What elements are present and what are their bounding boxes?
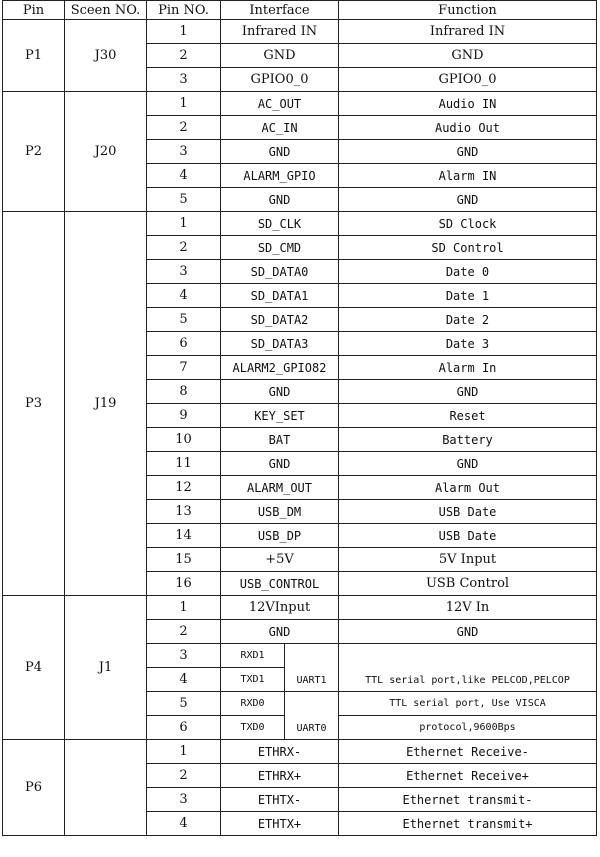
function-cell: GND <box>339 452 597 476</box>
function-cell: USB Control <box>339 572 597 596</box>
interface-cell: BAT <box>221 428 339 452</box>
pin-no: 5 <box>147 692 221 716</box>
function-cell: 5V Input <box>339 548 597 572</box>
group-pin: P6 <box>3 740 65 836</box>
pin-no: 3 <box>147 140 221 164</box>
header-row <box>3 1 597 20</box>
interface-cell: SD_CLK <box>221 212 339 236</box>
pin-no: 16 <box>147 572 221 596</box>
pin-no: 2 <box>147 620 221 644</box>
function-cell: Alarm Out <box>339 476 597 500</box>
pin-no: 6 <box>147 332 221 356</box>
group-screen: J20 <box>65 92 147 212</box>
group-screen: J19 <box>65 212 147 596</box>
group-screen <box>65 740 147 836</box>
signal-cell: TXD0 <box>221 716 285 740</box>
interface-cell: KEY_SET <box>221 404 339 428</box>
function-cell: Reset <box>339 404 597 428</box>
interface-cell: ETHRX+ <box>221 764 339 788</box>
interface-cell: ETHTX- <box>221 788 339 812</box>
function-cell: GND <box>339 380 597 404</box>
interface-cell: GND <box>221 44 339 68</box>
pin-no: 1 <box>147 20 221 44</box>
interface-cell: ETHRX- <box>221 740 339 764</box>
pin-no: 3 <box>147 68 221 92</box>
function-cell: Battery <box>339 428 597 452</box>
pin-no: 11 <box>147 452 221 476</box>
pin-no: 7 <box>147 356 221 380</box>
function-cell: Date 2 <box>339 308 597 332</box>
pin-no: 6 <box>147 716 221 740</box>
table-row <box>3 740 597 764</box>
pin-no: 3 <box>147 788 221 812</box>
interface-cell: AC_OUT <box>221 92 339 116</box>
pin-no: 2 <box>147 44 221 68</box>
uart1-function: TTL serial port,like PELCOD,PELCOP <box>339 644 597 692</box>
interface-cell: GND <box>221 380 339 404</box>
function-cell: Date 1 <box>339 284 597 308</box>
pin-no: 4 <box>147 668 221 692</box>
pin-no: 5 <box>147 188 221 212</box>
interface-cell: SD_CMD <box>221 236 339 260</box>
pin-no: 1 <box>147 596 221 620</box>
pin-no: 8 <box>147 380 221 404</box>
pin-no: 2 <box>147 116 221 140</box>
pin-table <box>2 0 597 836</box>
pin-no: 12 <box>147 476 221 500</box>
signal-cell: TXD1 <box>221 668 285 692</box>
group-pin: P2 <box>3 92 65 212</box>
interface-cell: ALARM2_GPIO82 <box>221 356 339 380</box>
function-cell: Ethernet transmit+ <box>339 812 597 836</box>
table-row <box>3 92 597 116</box>
interface-cell: +5V <box>221 548 339 572</box>
pin-no: 5 <box>147 308 221 332</box>
header-pin-no: Pin NO. <box>147 1 221 20</box>
table-row <box>3 212 597 236</box>
signal-cell: RXD1 <box>221 644 285 668</box>
group-screen: J1 <box>65 596 147 740</box>
function-cell: 12V In <box>339 596 597 620</box>
pin-no: 2 <box>147 764 221 788</box>
function-cell: SD Control <box>339 236 597 260</box>
pin-no: 1 <box>147 212 221 236</box>
interface-cell: USB_CONTROL <box>221 572 339 596</box>
interface-cell: GND <box>221 140 339 164</box>
function-cell: Infrared IN <box>339 20 597 44</box>
interface-cell: USB_DM <box>221 500 339 524</box>
interface-cell: 12VInput <box>221 596 339 620</box>
function-cell: GND <box>339 140 597 164</box>
uart0-label: UART0 <box>285 692 339 740</box>
pin-no: 4 <box>147 164 221 188</box>
function-cell: Alarm In <box>339 356 597 380</box>
function-cell: USB Date <box>339 500 597 524</box>
header-interface: Interface <box>221 1 339 20</box>
table-row <box>3 596 597 620</box>
interface-cell: GND <box>221 452 339 476</box>
function-cell: Ethernet transmit- <box>339 788 597 812</box>
interface-cell: SD_DATA1 <box>221 284 339 308</box>
interface-cell: AC_IN <box>221 116 339 140</box>
group-screen: J30 <box>65 20 147 92</box>
function-cell: Ethernet Receive- <box>339 740 597 764</box>
interface-cell: USB_DP <box>221 524 339 548</box>
header-function: Function <box>339 1 597 20</box>
pin-no: 1 <box>147 92 221 116</box>
function-cell: GND <box>339 620 597 644</box>
pin-no: 9 <box>147 404 221 428</box>
function-cell: SD Clock <box>339 212 597 236</box>
interface-cell: GND <box>221 188 339 212</box>
interface-cell: SD_DATA3 <box>221 332 339 356</box>
function-cell: Date 3 <box>339 332 597 356</box>
interface-cell: SD_DATA2 <box>221 308 339 332</box>
interface-cell: ALARM_GPIO <box>221 164 339 188</box>
interface-cell: SD_DATA0 <box>221 260 339 284</box>
header-screen-no: Sceen NO. <box>65 1 147 20</box>
function-cell: USB Date <box>339 524 597 548</box>
group-pin: P4 <box>3 596 65 740</box>
uart0-function-line2: protocol,9600Bps <box>339 716 597 740</box>
function-cell: Audio Out <box>339 116 597 140</box>
interface-cell: GND <box>221 620 339 644</box>
header-pin: Pin <box>3 1 65 20</box>
interface-cell: ALARM_OUT <box>221 476 339 500</box>
function-cell: GND <box>339 44 597 68</box>
signal-cell: RXD0 <box>221 692 285 716</box>
pin-no: 3 <box>147 260 221 284</box>
function-cell: Audio IN <box>339 92 597 116</box>
pin-no: 3 <box>147 644 221 668</box>
pin-no: 15 <box>147 548 221 572</box>
function-cell: Date 0 <box>339 260 597 284</box>
group-pin: P3 <box>3 212 65 596</box>
group-pin: P1 <box>3 20 65 92</box>
interface-cell: ETHTX+ <box>221 812 339 836</box>
pin-no: 1 <box>147 740 221 764</box>
pin-no: 4 <box>147 812 221 836</box>
uart0-function-line1: TTL serial port, Use VISCA <box>339 692 597 716</box>
pin-no: 13 <box>147 500 221 524</box>
function-cell: Alarm IN <box>339 164 597 188</box>
pin-no: 10 <box>147 428 221 452</box>
function-cell: GPIO0_0 <box>339 68 597 92</box>
interface-cell: GPIO0_0 <box>221 68 339 92</box>
function-cell: GND <box>339 188 597 212</box>
interface-cell: Infrared IN <box>221 20 339 44</box>
function-cell: Ethernet Receive+ <box>339 764 597 788</box>
pin-no: 14 <box>147 524 221 548</box>
table-row <box>3 20 597 44</box>
pin-no: 4 <box>147 284 221 308</box>
pin-no: 2 <box>147 236 221 260</box>
uart1-label: UART1 <box>285 644 339 692</box>
